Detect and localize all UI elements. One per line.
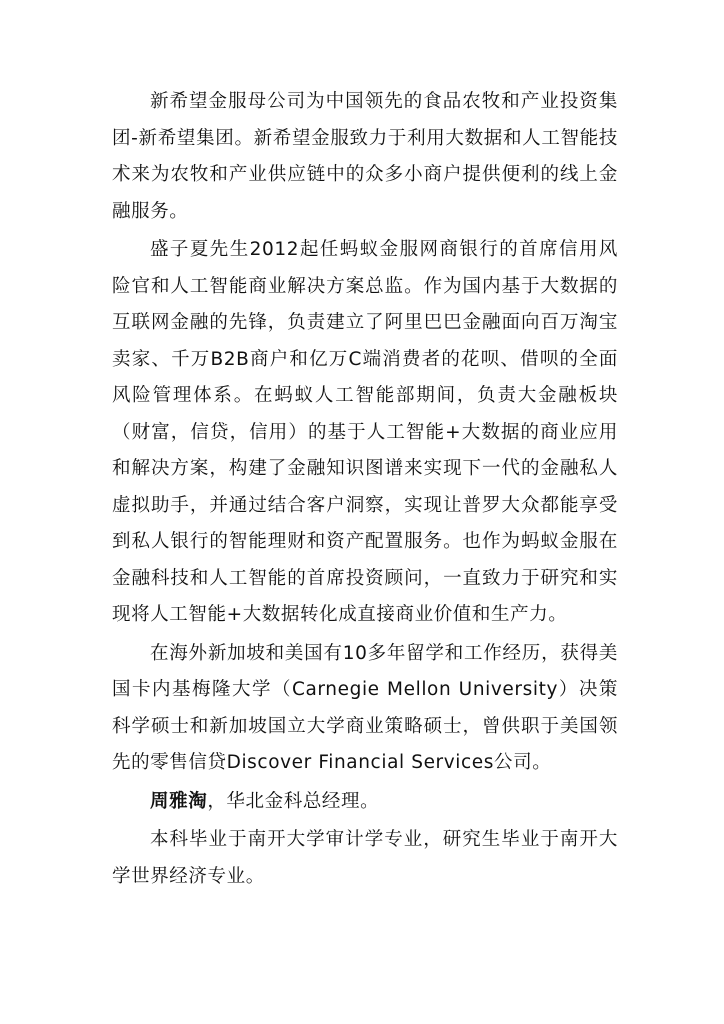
paragraph-sheng-zixia-career: 盛子夏先生2012起任蚂蚁金服网商银行的首席信用风险官和人工智能商业解决方案总监。作为国内基于大数据的互联网金融的先锋，负责建立了阿里巴巴金融面向百万淘宝卖家、千万B2B商户和亿万C端消费者的花呗、借呗的全面风险管理体系。在蚂蚁人工智能部期间，负责大金融板块（财富，信贷，信用）的基于人工智能+大数据的商业应用和解决方案，构建了金融知识图谱来实现下一代的金融私人虚拟助手，并通过结合客户洞察，实现让普罗大众都能享受到私人银行的智能理财和资产配置服务。也作为蚂蚁金服在金融科技和人工智能的首席投资顾问，一直致力于研究和实现将人工智能+大数据转化成直接商业价值和生产力。: [112, 239, 618, 625]
paragraph-sheng-zixia-education: 在海外新加坡和美国有10多年留学和工作经历，获得美国卡内基梅隆大学（Carnegie Mellon University）决策科学硕士和新加坡国立大学商业策略硕士，曾供职于美国领先的零售信贷Discover Financial Services公司。: [112, 642, 618, 773]
paragraph-zhou-yatao-education: 本科毕业于南开大学审计学专业，研究生毕业于南开大学世界经济专业。: [112, 829, 618, 887]
document-body: [112, 84, 618, 897]
person-name-bold: 周雅淘: [150, 790, 208, 812]
paragraph-parent-company: 新希望金服母公司为中国领先的食品农牧和产业投资集团-新希望集团。新希望金服致力于利用大数据和人工智能技术来为农牧和产业供应链中的众多小商户提供便利的线上金融服务。: [112, 91, 618, 222]
paragraph-zhou-yatao-title: [112, 784, 618, 821]
person-role-text: ，华北金科总经理。: [207, 790, 380, 812]
